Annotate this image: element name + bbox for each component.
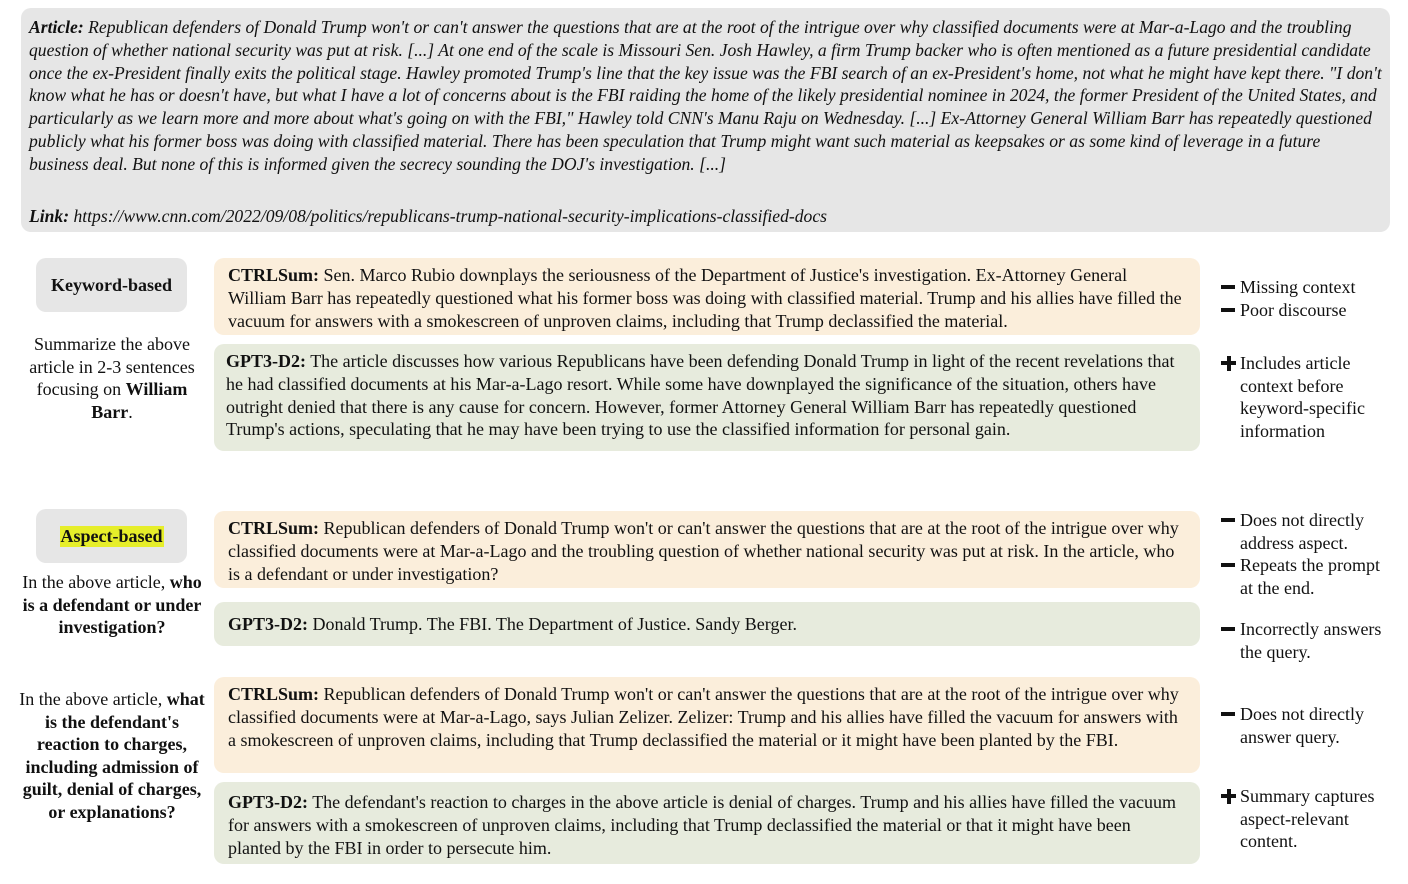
aspect-1-gpt3-box: [214, 602, 1200, 646]
keyword-prompt: [18, 333, 206, 423]
article-label: Article:: [29, 17, 84, 37]
aspect-query-1-prompt-text: In the above article,: [22, 572, 166, 592]
ctrlsum-label: CTRLSum:: [228, 265, 320, 285]
minus-icon: [1220, 299, 1240, 321]
minus-icon: [1220, 618, 1240, 640]
keyword-prompt-end: .: [128, 401, 133, 422]
keyword-gpt3-box: [214, 344, 1200, 451]
note-item: Missing context: [1220, 276, 1405, 299]
aspect-based-label: Aspect-based: [60, 525, 163, 546]
ctrlsum-label: CTRLSum:: [228, 684, 320, 704]
keyword-prompt-text: Summarize the above article in 2-3 sentences focusing on: [29, 334, 195, 399]
gpt3-label: GPT3-D2:: [228, 792, 308, 812]
keyword-based-pill: [36, 258, 187, 312]
link-label: Link:: [29, 205, 70, 226]
aspect-query-2-prompt-text: In the above article,: [19, 689, 163, 709]
minus-icon: [1220, 703, 1240, 725]
keyword-ctrlsum-box: [214, 258, 1200, 335]
aspect-2-gpt3-box: [214, 782, 1200, 864]
note-item: Does not directly address aspect.: [1220, 509, 1390, 554]
gpt3-label: GPT3-D2:: [226, 351, 306, 371]
aspect-1-ctrlsum-notes: [1220, 509, 1390, 599]
ctrlsum-label: CTRLSum:: [228, 518, 320, 538]
ctrlsum-summary: Republican defenders of Donald Trump won't or can't answer the questions that are at the root of the intrigue over why classified documents were at Mar-a-Lago and the troubling question of whether national security was put at risk. In the article, who is a defendant or under investigation?: [228, 518, 1179, 584]
minus-icon: [1220, 276, 1240, 298]
aspect-1-gpt3-notes: [1220, 618, 1400, 663]
article-text: Republican defenders of Donald Trump won't or can't answer the questions that are at the root of the intrigue over why classified documents were at Mar-a-Lago and the troubling question of whether national security was put at risk. [...] At one end of the scale is Missouri Sen. Josh Hawley, a firm Trump backer who is often mentioned as a future presidential candidate once the ex-President finally exits the political stage. Hawley promoted Trump's line that the key issue was the FBI search of an ex-President's home, not what he might have kept there. "I don't know what he has or doesn't have, but what I have a lot of concerns about is the FBI raiding the home of the likely presidential nominee in 2024, the former President of the United States, and particularly as we learn more and more about what's going on with the FBI," Hawley told CNN's Manu Raju on Wednesday. [...] Ex-Attorney General William Barr has repeatedly questioned publicly what his former boss was doing with classified material. There has been speculation that Trump might want such material as keepsakes or as some kind of leverage in a future business deal. But none of this is informed given the secrecy sounding the DOJ's investigation. [...]: [29, 17, 1382, 174]
article-link-line: [29, 205, 1382, 228]
ctrlsum-summary: Sen. Marco Rubio downplays the seriousness of the Department of Justice's investigation. Ex-Attorney General William Barr has repeatedly questioned what his former boss was doing with classified material. Trump and his allies have filled the vacuum for answers with a smokescreen of unproven claims, including that Trump declassified the material.: [228, 265, 1182, 331]
plus-icon: [1220, 352, 1240, 374]
aspect-query-1-prompt: [18, 571, 206, 639]
aspect-2-ctrlsum-notes: [1220, 703, 1370, 748]
note-item: Repeats the prompt at the end.: [1220, 554, 1390, 599]
keyword-prompt-keyword: William Barr: [91, 379, 188, 422]
keyword-based-label: Keyword-based: [51, 274, 172, 295]
note-item: Poor discourse: [1220, 299, 1405, 322]
note-item: Does not directly answer query.: [1220, 703, 1370, 748]
aspect-2-gpt3-notes: [1220, 785, 1390, 853]
gpt3-summary: The article discusses how various Republicans have been defending Donald Trump in light of the recent revelations that he had classified documents at his Mar-a-Lago resort. While some have downplayed the significance of the situation, others have outright denied that there is any cause for concern. However, former Attorney General William Barr has repeatedly questioned Trump's actions, speculating that he may have been trying to use the classified information for personal gain.: [226, 351, 1175, 440]
aspect-query-1-prompt-bold: who is a defendant or under investigation?: [22, 572, 202, 637]
minus-icon: [1220, 554, 1240, 576]
note-item: Includes article context before keyword-specific information: [1220, 352, 1405, 442]
minus-icon: [1220, 509, 1240, 531]
gpt3-summary: Donald Trump. The FBI. The Department of Justice. Sandy Berger.: [312, 614, 797, 634]
aspect-query-2-prompt: [18, 688, 206, 823]
aspect-based-pill: [36, 509, 187, 563]
aspect-2-ctrlsum-box: [214, 677, 1200, 773]
aspect-1-ctrlsum-box: [214, 511, 1200, 588]
note-item: Summary captures aspect-relevant content.: [1220, 785, 1390, 853]
keyword-gpt3-notes: [1220, 352, 1405, 442]
aspect-query-2-prompt-bold: what is the defendant's reaction to charges, including admission of guilt, denial of charges, or explanations?: [22, 689, 205, 822]
keyword-ctrlsum-notes: [1220, 276, 1405, 321]
ctrlsum-summary: Republican defenders of Donald Trump won't or can't answer the questions that are at the root of the intrigue over why classified documents were at Mar-a-Lago, says Julian Zelizer. Zelizer: Trump and his allies have filled the vacuum for answers with a smokescreen of unproven claims, including that Trump declassified the material or it might have been planted by the FBI.: [228, 684, 1179, 750]
note-item: Incorrectly answers the query.: [1220, 618, 1400, 663]
plus-icon: [1220, 785, 1240, 807]
gpt3-summary: The defendant's reaction to charges in the above article is denial of charges. Trump and his allies have filled the vacuum for answers with a smokescreen of unproven claims, including that Trump declassified the material or that it might have been planted by the FBI in order to persecute him.: [228, 792, 1176, 858]
article-paragraph: [29, 16, 1382, 176]
article-box: [21, 8, 1390, 232]
article-link[interactable]: https://www.cnn.com/2022/09/08/politics/republicans-trump-national-security-implications-classified-docs: [73, 205, 828, 226]
gpt3-label: GPT3-D2:: [228, 614, 308, 634]
